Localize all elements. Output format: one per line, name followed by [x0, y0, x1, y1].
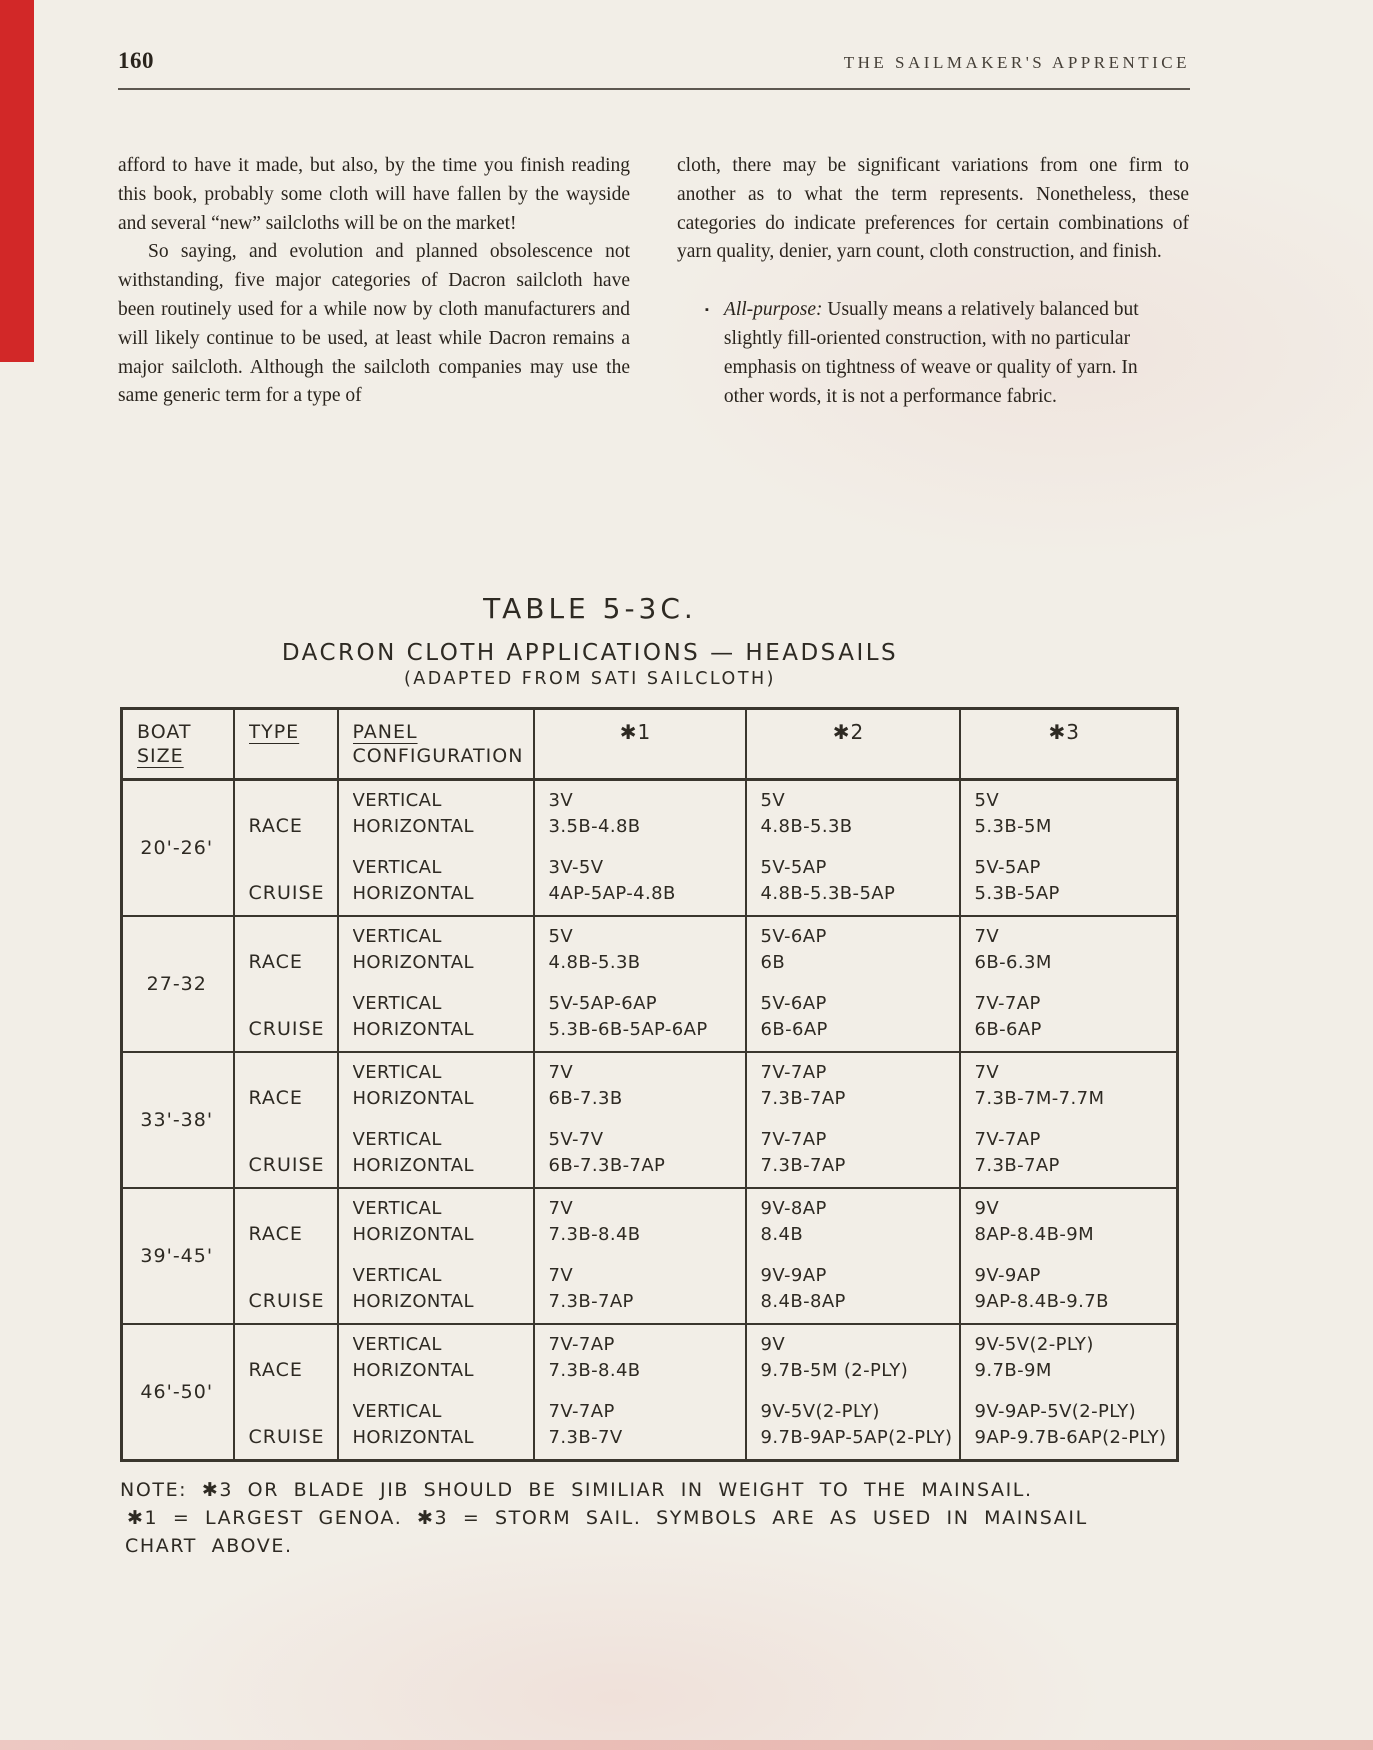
column-header: ✱2: [746, 709, 960, 780]
table-title-block: [62, 592, 1118, 689]
table-source: (ADAPTED FROM SATI SAILCLOTH): [403, 669, 776, 689]
sail-type-cell: CRUISE: [234, 848, 338, 916]
note-line: NOTE: ✱3 OR BLADE JIB SHOULD BE SIMILIAR IN WEIGHT TO THE MAINSAIL.: [120, 1479, 1033, 1501]
cloth-weight-cell: 5V-5AP-6AP 5.3B-6B-5AP-6AP: [534, 984, 746, 1052]
cloth-weight-cell: 5V-6AP 6B: [746, 916, 960, 984]
table-row: [122, 1324, 1178, 1392]
cloth-weight-cell: 9V 9.7B-5M (2-PLY): [746, 1324, 960, 1392]
boat-size-cell: 46'-50': [122, 1324, 234, 1461]
panel-config-cell: VERTICAL HORIZONTAL: [338, 1324, 534, 1392]
running-title: THE SAILMAKER'S APPRENTICE: [843, 53, 1190, 72]
boat-size-cell: 39'-45': [122, 1188, 234, 1324]
cloth-weight-cell: 5V-5AP 5.3B-5AP: [960, 848, 1178, 916]
sail-type-cell: RACE: [234, 916, 338, 984]
table-row: [122, 1188, 1178, 1256]
cloth-weight-cell: 7V-7AP 7.3B-8.4B: [534, 1324, 746, 1392]
cloth-weight-cell: 9V-8AP 8.4B: [746, 1188, 960, 1256]
body-columns: [118, 152, 1190, 411]
bullet-text: [724, 296, 1155, 411]
cloth-weight-cell: 5V 4.8B-5.3B: [746, 780, 960, 849]
table-row: [122, 1392, 1178, 1461]
table-row: [122, 1120, 1178, 1188]
cloth-weight-cell: 5V-7V 6B-7.3B-7AP: [534, 1120, 746, 1188]
sail-type-cell: CRUISE: [234, 1392, 338, 1461]
bullet-body: Usually means a relatively balanced but slightly fill-oriented construction, with no particular emphasis on tightness of weave or quality of yarn. In other words, it is not a performance fabric.: [723, 299, 1139, 407]
table-row: [122, 780, 1178, 849]
cloth-weight-cell: 9V-9AP-5V(2-PLY) 9AP-9.7B-6AP(2-PLY): [960, 1392, 1178, 1461]
table-row: [122, 1052, 1178, 1120]
book-edge-red-strip: [0, 0, 34, 362]
cloth-weight-cell: 5V 4.8B-5.3B: [534, 916, 746, 984]
cloth-weight-cell: 5V-5AP 4.8B-5.3B-5AP: [746, 848, 960, 916]
cloth-weight-cell: 7V-7AP 7.3B-7AP: [746, 1052, 960, 1120]
column-header: PANEL CONFIGURATION: [338, 709, 534, 780]
table-title: TABLE 5-3C.: [483, 592, 697, 625]
boat-size-cell: 27-32: [122, 916, 234, 1052]
cloth-weight-cell: 9V-5V(2-PLY) 9.7B-9AP-5AP(2-PLY): [746, 1392, 960, 1461]
sail-type-cell: RACE: [234, 780, 338, 849]
panel-config-cell: VERTICAL HORIZONTAL: [338, 984, 534, 1052]
paragraph: So saying, and evolution and planned obsolescence not withstanding, five major categories of Dacron sailcloth have been routinely used for a while now by cloth manufacturers and will likely continue to be used, at least while Dacron remains a major sailcloth. Although the sailcloth companies may use the same generic term for a type of: [118, 241, 630, 407]
column-header: BOAT SIZE: [122, 709, 234, 780]
panel-config-cell: VERTICAL HORIZONTAL: [338, 848, 534, 916]
cloth-weight-cell: 7V 6B-7.3B: [534, 1052, 746, 1120]
panel-config-cell: VERTICAL HORIZONTAL: [338, 1188, 534, 1256]
panel-config-cell: VERTICAL HORIZONTAL: [338, 1256, 534, 1324]
paragraph: cloth, there may be significant variations from one firm to another as to what the term represents. Nonetheless, these categories do indicate preferences for certain combinations of yarn quality, denier, yarn count, cloth construction, and finish.: [677, 155, 1189, 263]
boat-size-cell: 33'-38': [122, 1052, 234, 1188]
cloth-weight-cell: 9V-9AP 9AP-8.4B-9.7B: [960, 1256, 1178, 1324]
panel-config-cell: VERTICAL HORIZONTAL: [338, 780, 534, 849]
cloth-weight-cell: 9V-9AP 8.4B-8AP: [746, 1256, 960, 1324]
table-body: [122, 780, 1178, 1461]
cloth-weight-cell: 3V-5V 4AP-5AP-4.8B: [534, 848, 746, 916]
header-rule: [118, 88, 1190, 90]
sail-type-cell: CRUISE: [234, 1120, 338, 1188]
sail-type-cell: RACE: [234, 1052, 338, 1120]
cloth-weight-cell: 9V 8AP-8.4B-9M: [960, 1188, 1178, 1256]
bullet-item: [677, 296, 1189, 411]
panel-config-cell: VERTICAL HORIZONTAL: [338, 1052, 534, 1120]
table-row: [122, 1256, 1178, 1324]
table-row: [122, 916, 1178, 984]
note-line: ✱1 = LARGEST GENOA. ✱3 = STORM SAIL. SYMBOLS ARE AS USED IN MAINSAIL: [127, 1507, 1088, 1529]
cloth-weight-cell: 3V 3.5B-4.8B: [534, 780, 746, 849]
sail-type-cell: CRUISE: [234, 1256, 338, 1324]
cloth-weight-cell: 7V 7.3B-7AP: [534, 1256, 746, 1324]
cloth-weight-cell: 7V 7.3B-7M-7.7M: [960, 1052, 1178, 1120]
bullet-term: All-purpose:: [723, 299, 823, 321]
column-header: ✱3: [960, 709, 1178, 780]
note-line: CHART ABOVE.: [125, 1535, 293, 1557]
cloth-weight-cell: 7V 6B-6.3M: [960, 916, 1178, 984]
book-edge-bottom-strip: [0, 1740, 1373, 1750]
column-header: TYPE: [234, 709, 338, 780]
cloth-weight-cell: 5V-6AP 6B-6AP: [746, 984, 960, 1052]
table-note: [120, 1476, 1176, 1560]
cloth-weight-cell: 7V-7AP 7.3B-7AP: [960, 1120, 1178, 1188]
page-header: [118, 48, 1190, 74]
cloth-weight-cell: 7V 7.3B-8.4B: [534, 1188, 746, 1256]
sail-type-cell: CRUISE: [234, 984, 338, 1052]
boat-size-cell: 20'-26': [122, 780, 234, 917]
table-section: [120, 592, 1176, 1560]
panel-config-cell: VERTICAL HORIZONTAL: [338, 1120, 534, 1188]
dacron-headsails-table: [120, 707, 1179, 1462]
paragraph: afford to have it made, but also, by the time you finish reading this book, probably some cloth will have fallen by the wayside and several “new” sailcloths will be on the market!: [118, 155, 630, 234]
panel-config-cell: VERTICAL HORIZONTAL: [338, 1392, 534, 1461]
table-row: [122, 984, 1178, 1052]
sail-type-cell: RACE: [234, 1324, 338, 1392]
column-header: ✱1: [534, 709, 746, 780]
right-column: [677, 152, 1189, 411]
table-head-row: [122, 709, 1178, 780]
cloth-weight-cell: 5V 5.3B-5M: [960, 780, 1178, 849]
table-subtitle: DACRON CLOTH APPLICATIONS — HEADSAILS: [281, 640, 899, 666]
cloth-weight-cell: 7V-7AP 7.3B-7V: [534, 1392, 746, 1461]
cloth-weight-cell: 7V-7AP 7.3B-7AP: [746, 1120, 960, 1188]
table-row: [122, 848, 1178, 916]
sail-type-cell: RACE: [234, 1188, 338, 1256]
panel-config-cell: VERTICAL HORIZONTAL: [338, 916, 534, 984]
bullet-marker-icon: ▪: [705, 304, 709, 317]
page-number: 160: [118, 48, 154, 73]
cloth-weight-cell: 7V-7AP 6B-6AP: [960, 984, 1178, 1052]
cloth-weight-cell: 9V-5V(2-PLY) 9.7B-9M: [960, 1324, 1178, 1392]
left-column: [118, 152, 630, 411]
